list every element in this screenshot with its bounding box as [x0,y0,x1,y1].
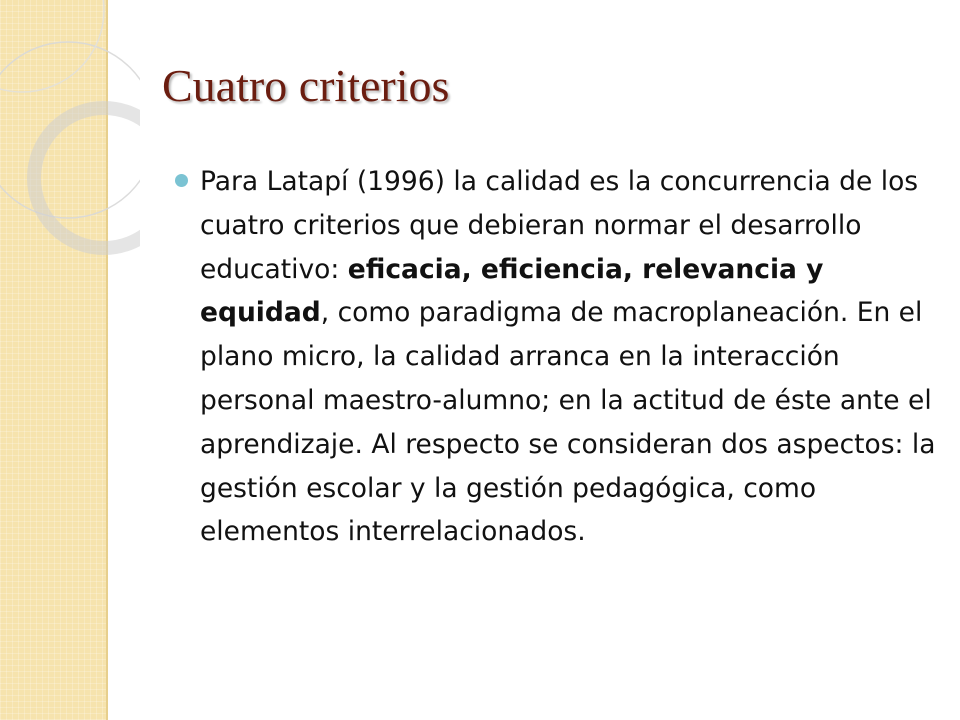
decorative-circles-icon [0,0,140,260]
criteria-emphasis: eficacia, eficiencia, relevancia y equidad [200,253,824,329]
slide-title: Cuatro criterios [162,60,450,111]
bullet-paragraph [200,160,940,554]
paragraph-intro: Para Latapí (1996) la calidad es la concurrencia de los cuatro criterios que debieran normar el desarrollo educativo: [200,166,919,285]
paragraph-rest: , como paradigma de macroplaneación. En el plano micro, la calidad arranca en la interacción personal maestro-alumno; en la actitud de éste ante el aprendizaje. Al respecto se consideran dos aspectos: la gestión escolar y la gestión pedagógica, como elementos interrelacionados. [200,297,936,548]
bullet-dot-icon [175,174,188,187]
